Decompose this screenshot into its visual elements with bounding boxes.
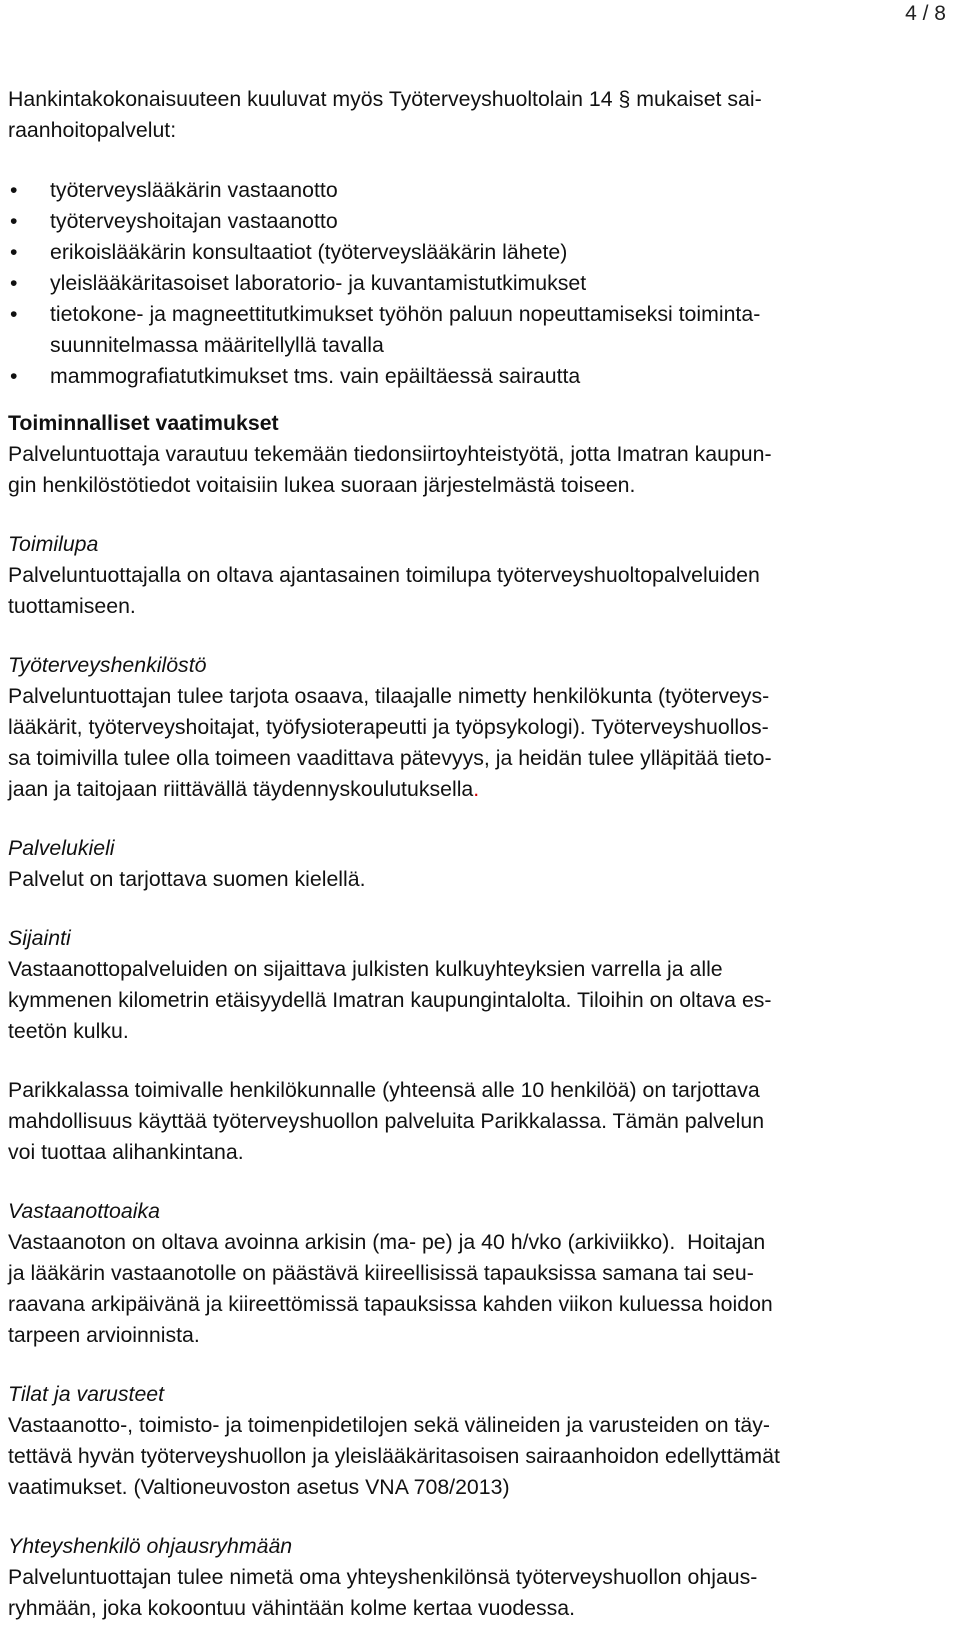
section-yhteyshenkilo (8, 1531, 950, 1624)
section-text: Parikkalassa toimivalle henkilökunnalle (yhteensä alle 10 henkilöä) on tarjottava mahdollisuus käyttää työterveyshuollon palveluita Parikkalassa. Tämän palvelun voi tuottaa alihankintana. (8, 1078, 765, 1164)
list-item: • yleislääkäritasoiset laboratorio- ja kuvantamistutkimukset (8, 268, 950, 299)
list-item: • erikoislääkärin konsultaatiot (työterveyslääkärin lähete) (8, 237, 950, 268)
section-text: Vastaanottopalveluiden on sijaittava julkisten kulkuyhteyksien varrella ja alle kymmenen kilometrin etäisyydellä Imatran kaupungintalolta. Tiloihin on oltava es- teetön kulku. (8, 957, 772, 1043)
section-text: Palveluntuottaja varautuu tekemään tiedonsiirtoyhteistyötä, jotta Imatran kaupun- gin henkilöstötiedot voitaisiin lukea suoraan järjestelmästä toiseen. (8, 442, 772, 497)
intro-paragraph (8, 84, 950, 146)
document-body (8, 84, 950, 1652)
bullet-icon: • (10, 271, 18, 295)
section-heading: Sijainti (8, 926, 71, 950)
list-item: • työterveyslääkärin vastaanotto (8, 175, 950, 206)
intro-line: Hankintakokonaisuuteen kuuluvat myös Työterveyshuoltolain 14 § mukaiset sai- (8, 87, 762, 111)
section-sijainti (8, 923, 950, 1047)
section-heading: Toiminnalliset vaatimukset (8, 411, 279, 435)
section-henkilosto (8, 650, 950, 805)
bullet-icon: • (10, 364, 18, 388)
section-text: Palveluntuottajalla on oltava ajantasainen toimilupa työterveyshuoltopalveluiden tuottamiseen. (8, 563, 760, 618)
section-text: Palvelut on tarjottava suomen kielellä. (8, 867, 366, 891)
bullet-icon: • (10, 302, 18, 326)
section-palvelukieli (8, 833, 950, 895)
section-text: Palveluntuottajan tulee nimetä oma yhteyshenkilönsä työterveyshuollon ohjaus- ryhmään, joka kokoontuu vähintään kolme kertaa vuodessa. (8, 1565, 758, 1620)
bullet-icon: • (10, 209, 18, 233)
section-heading: Yhteyshenkilö ohjausryhmään (8, 1534, 293, 1558)
list-item: • tietokone- ja magneettitutkimukset työhön paluun nopeuttamiseksi toiminta- suunnitelmassa määritellyllä tavalla (8, 299, 950, 361)
service-list (8, 175, 950, 392)
bullet-icon: • (10, 240, 18, 264)
section-heading: Toimilupa (8, 532, 99, 556)
section-text: Vastaanoton on oltava avoinna arkisin (ma- pe) ja 40 h/vko (arkiviikko). Hoitajan ja lääkärin vastaanotolle on päästävä kiireellisissä tapauksissa samana tai seu- raavana arkipäivänä ja kiireettömissä tapauksissa kahden viikon kuluessa hoidon tarpeen arvioinnista. (8, 1230, 773, 1347)
section-heading: Työterveyshenkilöstö (8, 653, 207, 677)
section-text: Vastaanotto-, toimisto- ja toimenpidetilojen sekä välineiden ja varusteiden on täy- tettävä hyvän työterveyshuollon ja yleislääkäritasoisen sairaanhoidon edellyttämät vaatimukset. (Valtioneuvoston asetus VNA 708/2013) (8, 1413, 780, 1499)
trailing-mark: . (473, 777, 480, 801)
section-heading: Vastaanottoaika (8, 1199, 160, 1223)
section-text: Palveluntuottajan tulee tarjota osaava, tilaajalle nimetty henkilökunta (työterveys- lääkärit, työterveyshoitajat, työfysioterapeutti ja työpsykologi). Työterveyshuollos- sa toimivilla tulee olla toimeen vaadittava pätevyys, ja heidän tulee ylläpitää tieto- jaan ja taitojaan riittävällä täydennyskoulutuksella. (8, 684, 772, 801)
section-parikkala (8, 1075, 950, 1168)
section-heading: Tilat ja varusteet (8, 1382, 165, 1406)
section-toiminnalliset (8, 408, 950, 501)
section-vastaanottoaika (8, 1196, 950, 1351)
bullet-icon: • (10, 178, 18, 202)
section-toimilupa (8, 529, 950, 622)
list-item: • työterveyshoitajan vastaanotto (8, 206, 950, 237)
page-number: 4 / 8 (905, 2, 946, 25)
intro-line: raanhoitopalvelut: (8, 118, 177, 142)
list-item: • mammografiatutkimukset tms. vain epäiltäessä sairautta (8, 361, 950, 392)
section-tilat (8, 1379, 950, 1503)
section-heading: Palvelukieli (8, 836, 115, 860)
